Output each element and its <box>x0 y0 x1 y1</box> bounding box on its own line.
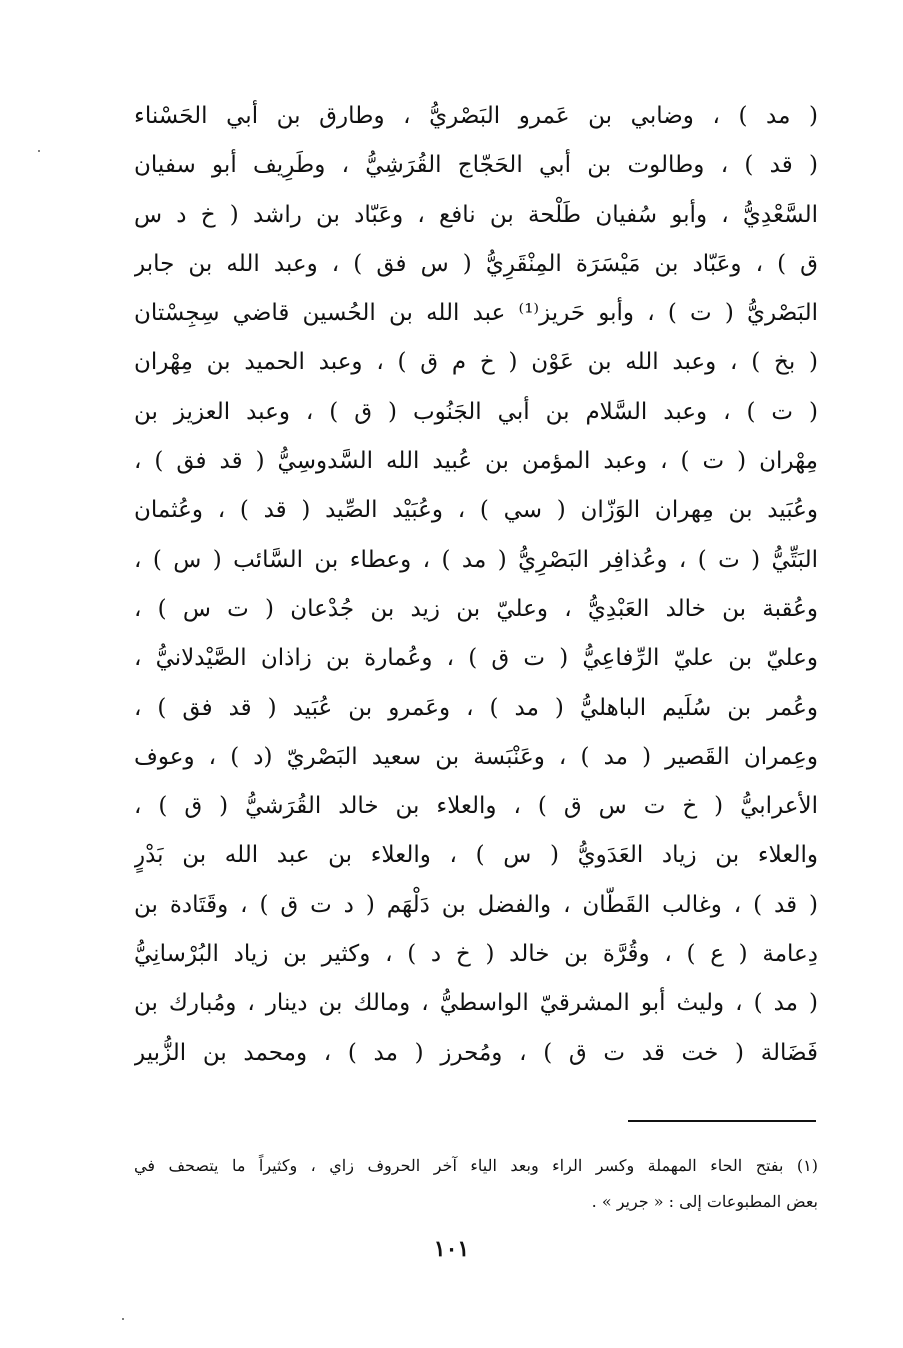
text-line: ( مد ) ، وليث أبو المشرقيّ الواسطيُّ ، ومالك بن دينار ، ومُبارك بن <box>134 990 818 1017</box>
page-number: ١٠١ <box>433 1236 470 1262</box>
main-text <box>134 92 818 1078</box>
text-line: وعُبَيد بن مِهران الوَزّان ( سي ) ، وعُبَيْد الصِّيد ( قد ) ، وعُثمان <box>134 497 818 524</box>
text-line: فَضَالة ( خت قد ت ق ) ، ومُحرز ( مد ) ، ومحمد بن الزُّبير <box>134 1039 818 1066</box>
text-line: وعُقبة بن خالد العَبْدِيُّ ، وعليّ بن زيد بن جُدْعان ( ت س ) ، <box>134 595 818 622</box>
text-line: وعُمر بن سُلَيم الباهليُّ ( مد ) ، وعَمرو بن عُبَيد ( قد فق ) ، <box>134 694 818 721</box>
scan-speck <box>122 1318 124 1320</box>
text-line: وعليّ بن عليّ الرِّفاعِيُّ ( ت ق ) ، وعُمارة بن زاذان الصَّيْدلانيُّ ، <box>134 645 818 672</box>
text-line: ق ) ، وعَبّاد بن مَيْسَرَة المِنْقَرِيُّ ( س فق ) ، وعبد الله بن جابر <box>134 250 818 277</box>
text-line: البَصْريُّ ( ت ) ، وأبو حَريز⁽¹⁾ عبد الله بن الحُسين قاضي سِجِسْتان <box>134 300 818 327</box>
text-line: ( قد ) ، وطالوت بن أبي الحَجّاج القُرَشِيُّ ، وطَرِيف أبو سفيان <box>134 152 818 179</box>
text-line: مِهْران ( ت ) ، وعبد المؤمن بن عُبيد الله السَّدوسِيُّ ( قد فق ) ، <box>134 448 818 475</box>
text-line: ( ت ) ، وعبد السَّلام بن أبي الجَنُوب ( ق ) ، وعبد العزيز بن <box>134 398 818 425</box>
footnote-line: بعض المطبوعات إلى : « جرير » . <box>591 1192 818 1211</box>
text-line: السَّعْدِيُّ ، وأبو سُفيان طَلْحة بن نافع ، وعَبّاد بن راشد ( خ د س <box>134 201 818 228</box>
scan-speck <box>38 150 40 152</box>
text-line: والعلاء بن زياد العَدَويُّ ( س ) ، والعلاء بن عبد الله بن بَدْرٍ <box>134 842 818 869</box>
text-line: الأعرابيُّ ( خ ت س ق ) ، والعلاء بن خالد القُرَشيُّ ( ق ) ، <box>134 793 818 820</box>
text-line: ( بخ ) ، وعبد الله بن عَوْن ( خ م ق ) ، وعبد الحميد بن مِهْران <box>134 349 818 376</box>
text-line: ( قد ) ، وغالب القَطّان ، والفضل بن دَلْهَم ( د ت ق ) ، وقَتَادة بن <box>134 891 818 918</box>
text-line: ( مد ) ، وضابي بن عَمرو البَصْريُّ ، وطارق بن أبي الحَسْناء <box>134 103 818 129</box>
footnote-line: (١) بفتح الحاء المهملة وكسر الراء وبعد الياء آخر الحروف زاي ، وكثيراً ما يتصحف في <box>134 1156 818 1175</box>
text-line: دِعامة ( ع ) ، وقُرَّة بن خالد ( خ د ) ، وكثير بن زياد البُرْسانِيُّ <box>134 941 818 968</box>
text-line: وعِمران القَصير ( مد ) ، وعَنْبَسة بن سعيد البَصْريّ (د ) ، وعوف <box>134 743 818 770</box>
footnotes <box>134 1148 818 1220</box>
text-line: البَتِّيُّ ( ت ) ، وعُذافِر البَصْرِيُّ ( مد ) ، وعطاء بن السَّائب ( س ) ، <box>134 546 818 573</box>
footnote-divider <box>628 1120 816 1122</box>
